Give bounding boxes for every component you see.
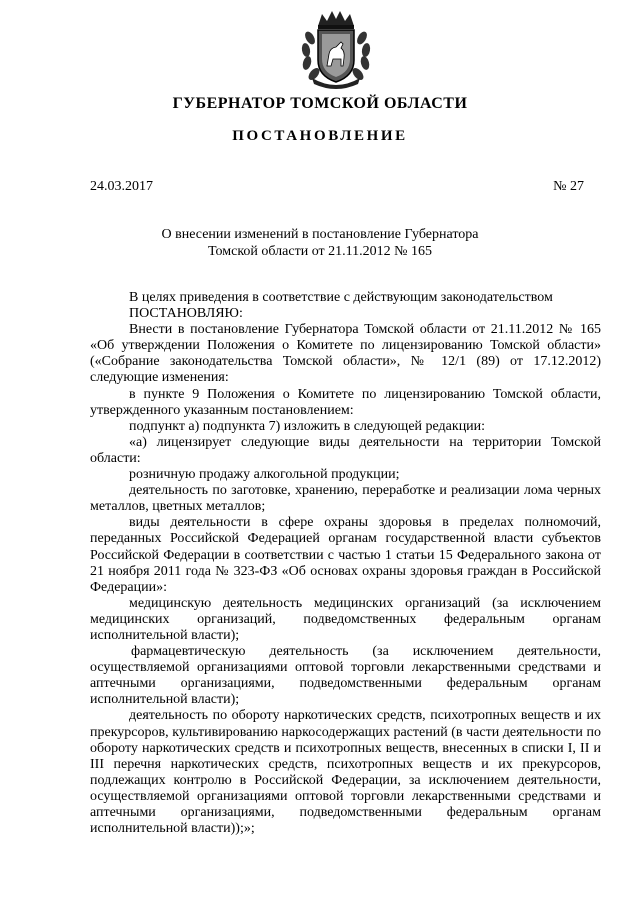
subject-line-2: Томской области от 21.11.2012 № 165 <box>208 244 432 259</box>
paragraph-licenses: «а) лицензирует следующие виды деятельности на территории Томской области: <box>90 434 601 466</box>
document-subject <box>0 226 640 260</box>
document-body <box>90 290 601 837</box>
paragraph-narcotics: деятельность по обороту наркотических средств, психотропных веществ и их прекурсоров, культивированию наркосодержащих растений (в части деятельности по обороту наркотических средств и психотропных веществ, внесенных в списки I, II и III перечня наркотических средств, психотропных веществ и их прекурсоров, подлежащих контролю в Российской Федерации, за исключением деятельности, осуществляемой организациями оптовой торговли лекарственными средствами и аптечными организациями, подведомственными федеральным органам исполнительной власти));»; <box>90 708 601 837</box>
paragraph-alcohol: розничную продажу алкогольной продукции; <box>129 467 400 483</box>
paragraph-preamble: В целях приведения в соответствие с действующим законодательством <box>129 290 553 305</box>
document-number: № 27 <box>553 179 584 194</box>
paragraph-decree: ПОСТАНОВЛЯЮ: <box>129 306 243 322</box>
document-date: 24.03.2017 <box>90 179 153 194</box>
subject-line-1: О внесении изменений в постановление Губернатора <box>161 227 479 242</box>
paragraph-health: виды деятельности в сфере охраны здоровья в пределах полномочий, переданных Российской Федерацией органам государственной власти субъектов Российской Федерации в соответствии с частью 1 статьи 15 Федерального закона от 21 ноября 2011 года № 323-ФЗ «Об основах охраны здоровья граждан в Российской Федерации»: <box>90 515 601 595</box>
authority-heading: ГУБЕРНАТОР ТОМСКОЙ ОБЛАСТИ <box>172 95 468 112</box>
paragraph-scrap-metal: деятельность по заготовке, хранению, переработке и реализации лома черных металлов, цветных металлов; <box>90 483 601 515</box>
paragraph-amend: Внести в постановление Губернатора Томской области от 21.11.2012 № 165 «Об утверждении Положения о Комитете по лицензированию Томской области» («Собрание законодательства Томской области», № 12/1 (89) от 17.12.2012) следующие изменения: <box>90 322 601 386</box>
document-type-title: ПОСТАНОВЛЕНИЕ <box>232 128 408 144</box>
coat-of-arms-icon <box>296 8 376 90</box>
paragraph-medical: медицинскую деятельность медицинских организаций (за исключением медицинских организаций, подведомственных федеральным органам исполнительной власти); <box>90 595 601 643</box>
paragraph-subclause: подпункт а) подпункта 7) изложить в следующей редакции: <box>129 418 486 434</box>
paragraph-pharmacy: фармацевтическую деятельность (за исключением деятельности, осуществляемой организациями оптовой торговли лекарственными средствами и аптечными организациями, подведомственными федеральным органам исполнительной власти); <box>90 644 601 708</box>
paragraph-clause-9: в пункте 9 Положения о Комитете по лицензированию Томской области, утвержденного указанным постановлением: <box>90 386 601 418</box>
